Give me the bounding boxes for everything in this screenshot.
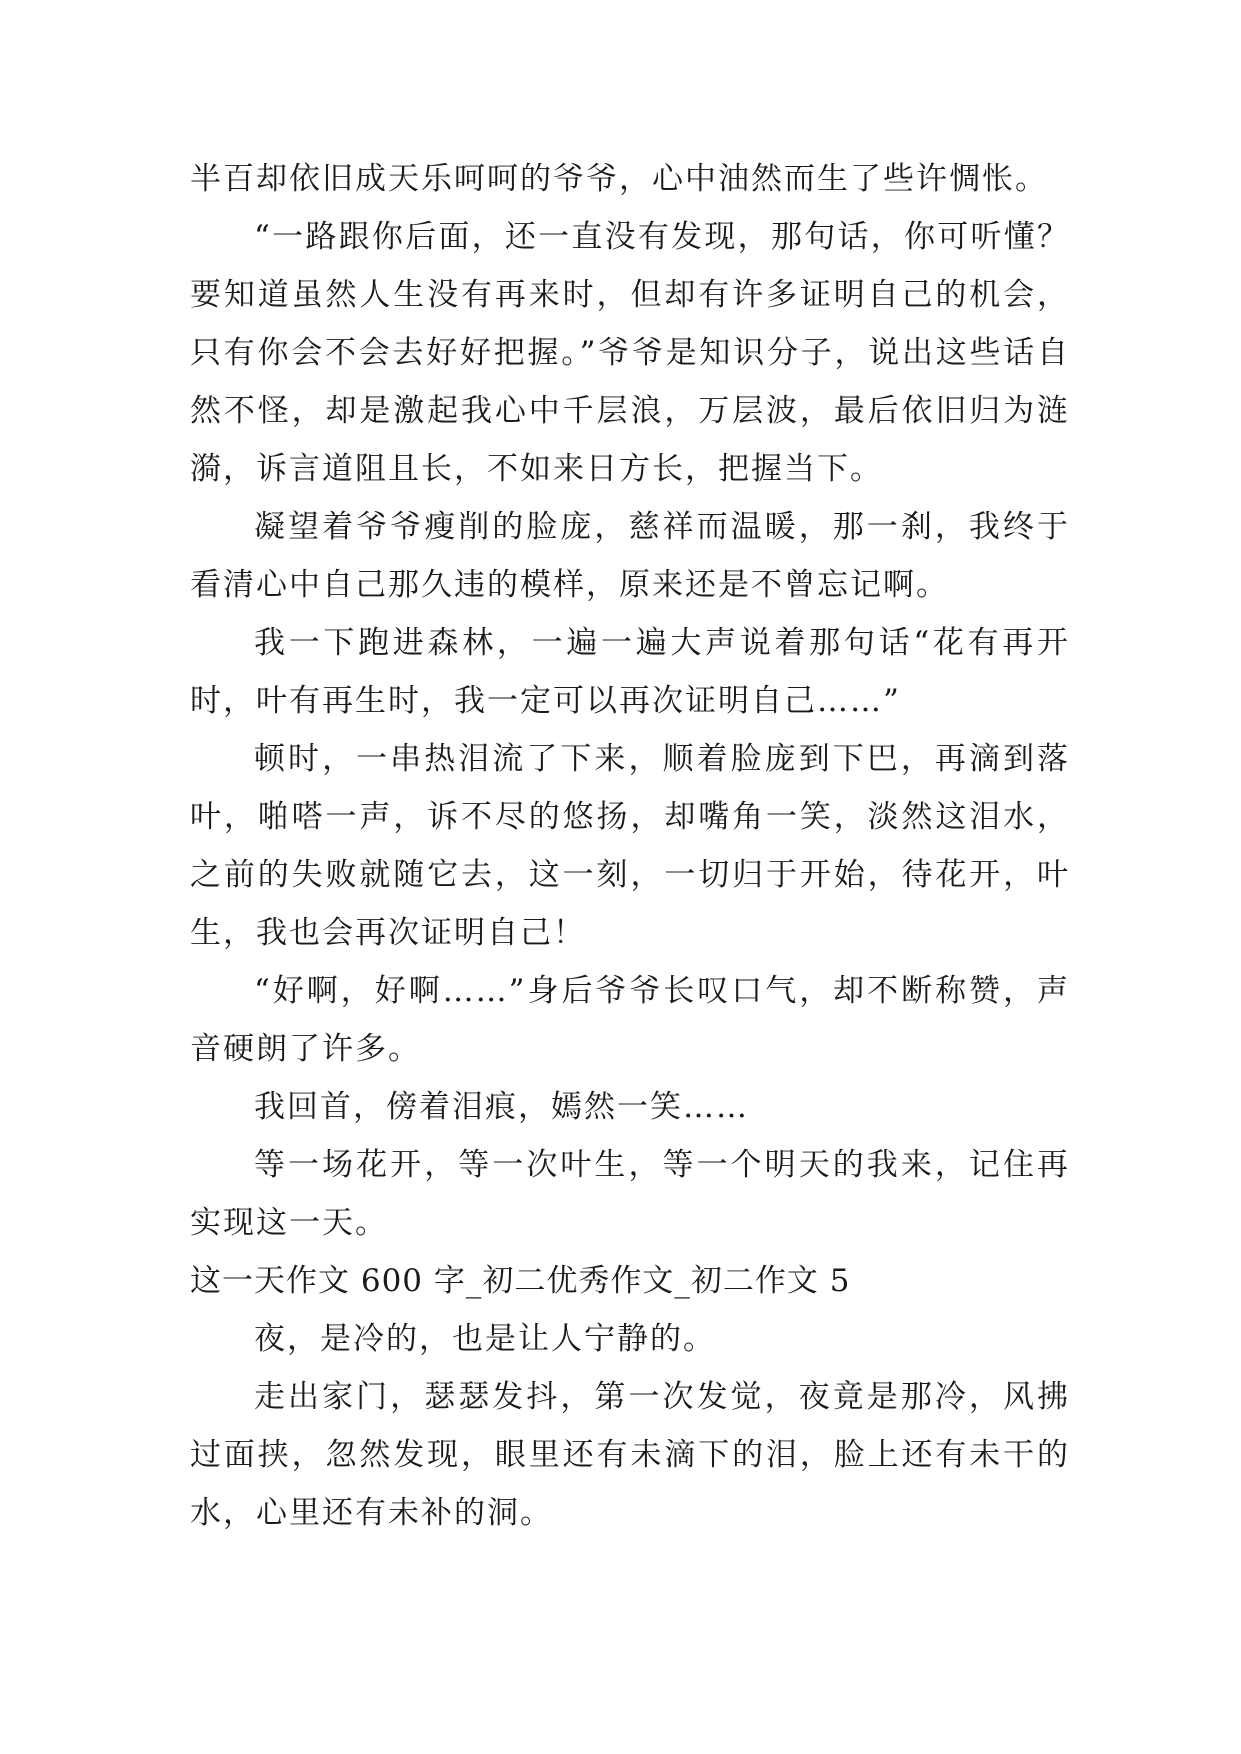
paragraph: 我一下跑进森林，一遍一遍大声说着那句话“花有再开时，叶有再生时，我一定可以再次证明自己……” — [190, 625, 1070, 719]
paragraph: 我回首，傍着泪痕，嫣然一笑…… — [254, 1089, 749, 1125]
paragraph: 等一场花开，等一次叶生，等一个明天的我来，记住再实现这一天。 — [190, 1147, 1070, 1241]
paragraph: 顿时，一串热泪流了下来，顺着脸庞到下巴，再滴到落叶，啪嗒一声，诉不尽的悠扬，却嘴角一笑，淡然这泪水，之前的失败就随它去，这一刻，一切归于开始，待花开，叶生，我也会再次证明自己！ — [190, 741, 1070, 951]
paragraph: “好啊，好啊……”身后爷爷长叹口气，却不断称赞，声音硬朗了许多。 — [190, 973, 1070, 1067]
paragraph: 凝望着爷爷瘦削的脸庞，慈祥而温暖，那一刹，我终于看清心中自己那久违的模样，原来还是不曾忘记啊。 — [190, 509, 1070, 603]
paragraph: 走出家门，瑟瑟发抖，第一次发觉，夜竟是那冷，风拂过面挟，忽然发现，眼里还有未滴下的泪，脸上还有未干的水，心里还有未补的洞。 — [190, 1379, 1070, 1531]
paragraph: 半百却依旧成天乐呵呵的爷爷，心中油然而生了些许惆怅。 — [190, 161, 1048, 197]
paragraph: 夜，是冷的，也是让人宁静的。 — [254, 1321, 716, 1357]
paragraph: “一路跟你后面，还一直没有发现，那句话，你可听懂？要知道虽然人生没有再来时，但却有许多证明自己的机会，只有你会不会去好好把握。”爷爷是知识分子，说出这些话自然不怪，却是激起我心中千层浪，万层波，最后依旧归为涟漪，诉言道阻且长，不如来日方长，把握当下。 — [190, 219, 1070, 487]
document-page — [190, 150, 1070, 1542]
section-heading: 这一天作文 600 字_初二优秀作文_初二作文 5 — [190, 1263, 851, 1299]
